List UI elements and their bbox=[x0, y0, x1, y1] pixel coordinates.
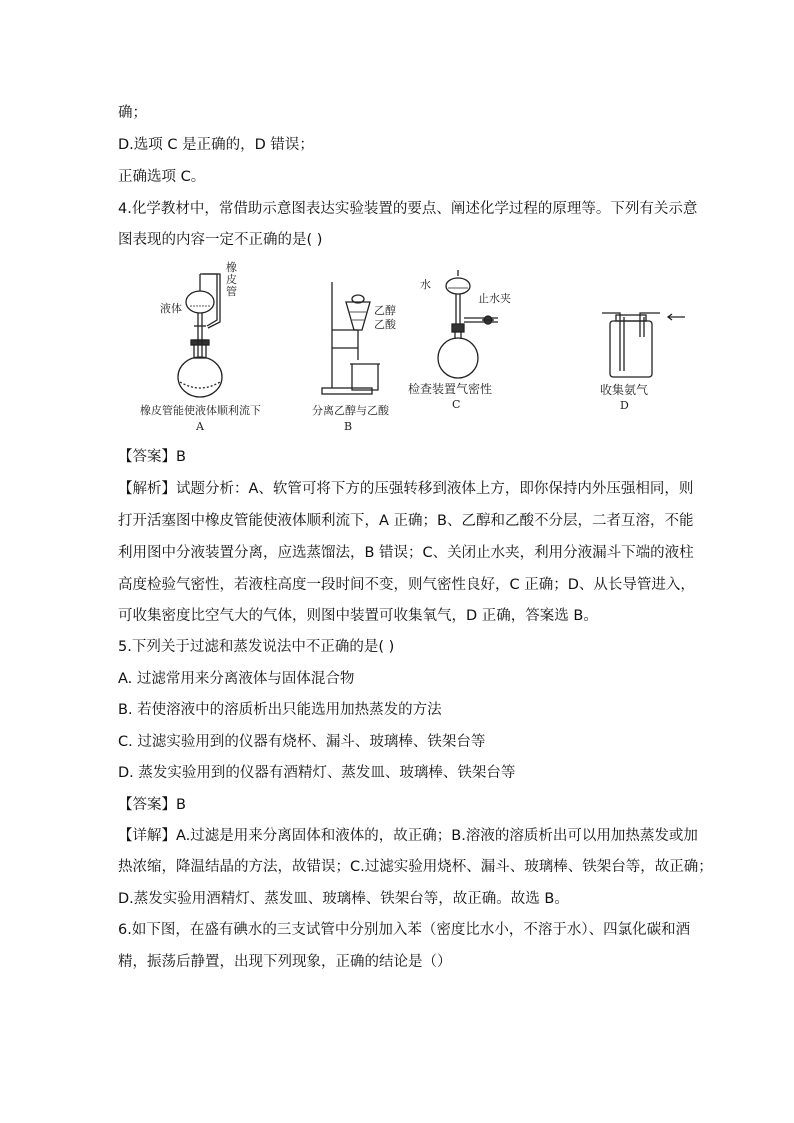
figure-d-letter: D bbox=[620, 399, 629, 412]
figure-c bbox=[408, 262, 528, 422]
figure-b-letter: B bbox=[344, 420, 353, 433]
figure-d bbox=[590, 307, 690, 427]
question-4-line: 图表现的内容一定不正确的是( ) bbox=[118, 232, 323, 248]
analysis-line: 打开活塞图中橡皮管能使液体顺利流下，A 正确；B、乙醇和乙酸不分层，二者互溶，不能 bbox=[118, 513, 694, 529]
label-ethanol: 乙醇 bbox=[374, 304, 396, 317]
figure-a-caption: 橡皮管能使液体顺利流下 bbox=[140, 404, 261, 417]
label-acetic-acid: 乙酸 bbox=[374, 318, 396, 331]
apparatus-figures bbox=[140, 261, 670, 437]
answer-label: 【答案】B bbox=[118, 797, 186, 813]
text-line: 正确选项 C。 bbox=[118, 169, 206, 185]
detail-line: 热浓缩，降温结晶的方法，故错误；C.过滤实验用烧杯、漏斗、玻璃棒、铁架台等，故正确； bbox=[118, 859, 713, 875]
detail-line: 【详解】A.过滤是用来分离固体和液体的，故正确；B.溶液的溶质析出可以用加热蒸发或加 bbox=[118, 828, 698, 844]
label-stop-clamp: 止水夹 bbox=[478, 292, 511, 305]
figure-b-caption: 分离乙醇与乙酸 bbox=[312, 404, 389, 417]
label-liquid: 液体 bbox=[160, 302, 182, 315]
figure-a-letter: A bbox=[196, 420, 204, 433]
option-d: D. 蒸发实验用到的仪器有酒精灯、蒸发皿、玻璃棒、铁架台等 bbox=[118, 765, 516, 781]
question-4-line: 4.化学教材中，常借助示意图表达实验装置的要点、阐述化学过程的原理等。下列有关示意 bbox=[118, 201, 698, 217]
analysis-line: 利用图中分液装置分离，应选蒸馏法，B 错误；C、关闭止水夹，利用分液漏斗下端的液柱 bbox=[118, 545, 694, 561]
text-line: D.选项 C 是正确的，D 错误； bbox=[118, 137, 314, 153]
figure-c-letter: C bbox=[452, 398, 461, 411]
question-5-line: 5.下列关于过滤和蒸发说法中不正确的是( ) bbox=[118, 639, 395, 655]
analysis-line: 高度检验气密性，若液柱高度一段时间不变，则气密性良好，C 正确；D、从长导管进入， bbox=[118, 577, 695, 593]
answer-label: 【答案】B bbox=[118, 449, 186, 465]
question-6-line: 6.如下图，在盛有碘水的三支试管中分别加入苯（密度比水小，不溶于水）、四氯化碳和酒 bbox=[118, 922, 691, 938]
figure-b bbox=[300, 272, 420, 432]
separatory-funnel-diagram bbox=[300, 272, 420, 402]
figure-a bbox=[140, 261, 285, 433]
gas-collection-bottle-diagram bbox=[590, 307, 690, 382]
detail-line: D.蒸发实验用酒精灯、蒸发皿、玻璃棒、铁架台等，故正确。故选 B。 bbox=[118, 891, 569, 907]
funnel-flask-diagram bbox=[150, 262, 285, 402]
question-6-line: 精，振荡后静置，出现下列现象，正确的结论是（） bbox=[118, 954, 452, 970]
option-b: B. 若使溶液中的溶质析出只能选用加热蒸发的方法 bbox=[118, 702, 442, 718]
option-a: A. 过滤常用来分离液体与固体混合物 bbox=[118, 671, 355, 687]
label-rubber-tube: 橡皮管 bbox=[226, 261, 237, 298]
analysis-line: 【解析】试题分析：A、软管可将下方的压强转移到液体上方，即你保持内外压强相同，则 bbox=[118, 481, 694, 497]
analysis-line: 可收集密度比空气大的气体，则图中装置可收集氧气，D 正确，答案选 B。 bbox=[118, 608, 598, 624]
text-line: 确； bbox=[118, 105, 147, 121]
option-c: C. 过滤实验用到的仪器有烧杯、漏斗、玻璃棒、铁架台等 bbox=[118, 734, 486, 750]
figure-d-caption: 收集氨气 bbox=[600, 383, 649, 397]
figure-c-caption: 检查装置气密性 bbox=[408, 382, 493, 396]
label-water: 水 bbox=[420, 278, 431, 291]
